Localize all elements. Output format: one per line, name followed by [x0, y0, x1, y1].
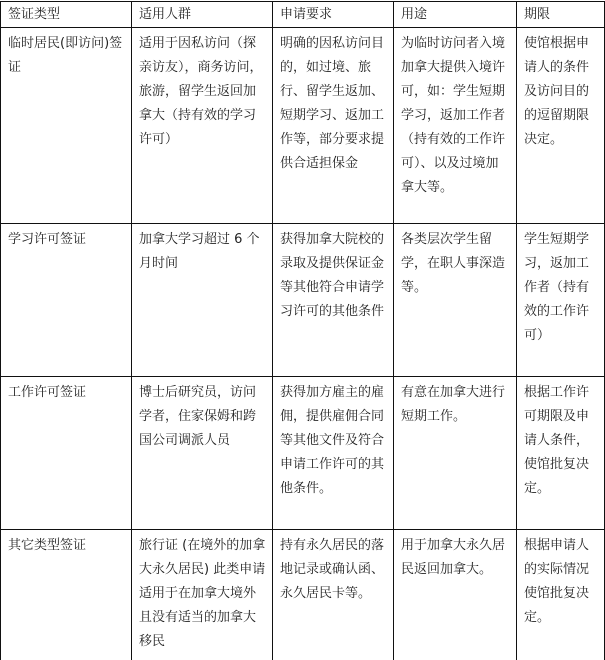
- cell-duration: 根据工作许可期限及申请人条件，使馆批复决定。: [517, 377, 605, 530]
- cell-applicants: 适用于因私访问（探亲访友），商务访问，旅游，留学生返回加拿大（持有效的学习许可）: [132, 28, 273, 224]
- table-row: [1, 224, 605, 377]
- cell-applicants: 旅行证 (在境外的加拿大永久居民) 此类申请适用于在加拿大境外且没有适当的加拿大移民: [132, 530, 273, 660]
- cell-requirements: 持有永久居民的落地记录或确认函、永久居民卡等。: [273, 530, 394, 660]
- cell-purpose: 用于加拿大永久居民返回加拿大。: [394, 530, 517, 660]
- cell-duration: 根据申请人的实际情况使馆批复决定。: [517, 530, 605, 660]
- cell-requirements: 明确的因私访问目的，如过境、旅行、留学生返加、短期学习、返加工作等，部分要求提供合适担保金: [273, 28, 394, 224]
- table-header-row: [1, 2, 605, 28]
- cell-applicants: 博士后研究员，访问学者，住家保姆和跨国公司调派人员: [132, 377, 273, 530]
- header-requirements: 申请要求: [273, 2, 394, 28]
- cell-duration: 学生短期学习，返加工作者（持有效的工作许可）: [517, 224, 605, 377]
- cell-visa-type: 学习许可签证: [1, 224, 132, 377]
- header-applicants: 适用人群: [132, 2, 273, 28]
- header-visa-type: 签证类型: [1, 2, 132, 28]
- cell-duration: 使馆根据申请人的条件及访问目的的逗留期限决定。: [517, 28, 605, 224]
- cell-visa-type: 工作许可签证: [1, 377, 132, 530]
- cell-purpose: 为临时访问者入境加拿大提供入境许可，如：学生短期学习，返加工作者（持有效的工作许可）、以及过境加拿大等。: [394, 28, 517, 224]
- header-duration: 期限: [517, 2, 605, 28]
- cell-requirements: 获得加拿大院校的录取及提供保证金等其他符合申请学习许可的其他条件: [273, 224, 394, 377]
- cell-visa-type: 其它类型签证: [1, 530, 132, 660]
- cell-requirements: 获得加方雇主的雇佣，提供雇佣合同等其他文件及符合申请工作许可的其他条件。: [273, 377, 394, 530]
- table-row: [1, 530, 605, 660]
- cell-purpose: 各类层次学生留学，在职人事深造等。: [394, 224, 517, 377]
- header-purpose: 用途: [394, 2, 517, 28]
- table-row: [1, 377, 605, 530]
- visa-types-table: [0, 1, 605, 660]
- table-row: [1, 28, 605, 224]
- cell-applicants: 加拿大学习超过 6 个月时间: [132, 224, 273, 377]
- cell-visa-type: 临时居民(即访问)签证: [1, 28, 132, 224]
- cell-purpose: 有意在加拿大进行短期工作。: [394, 377, 517, 530]
